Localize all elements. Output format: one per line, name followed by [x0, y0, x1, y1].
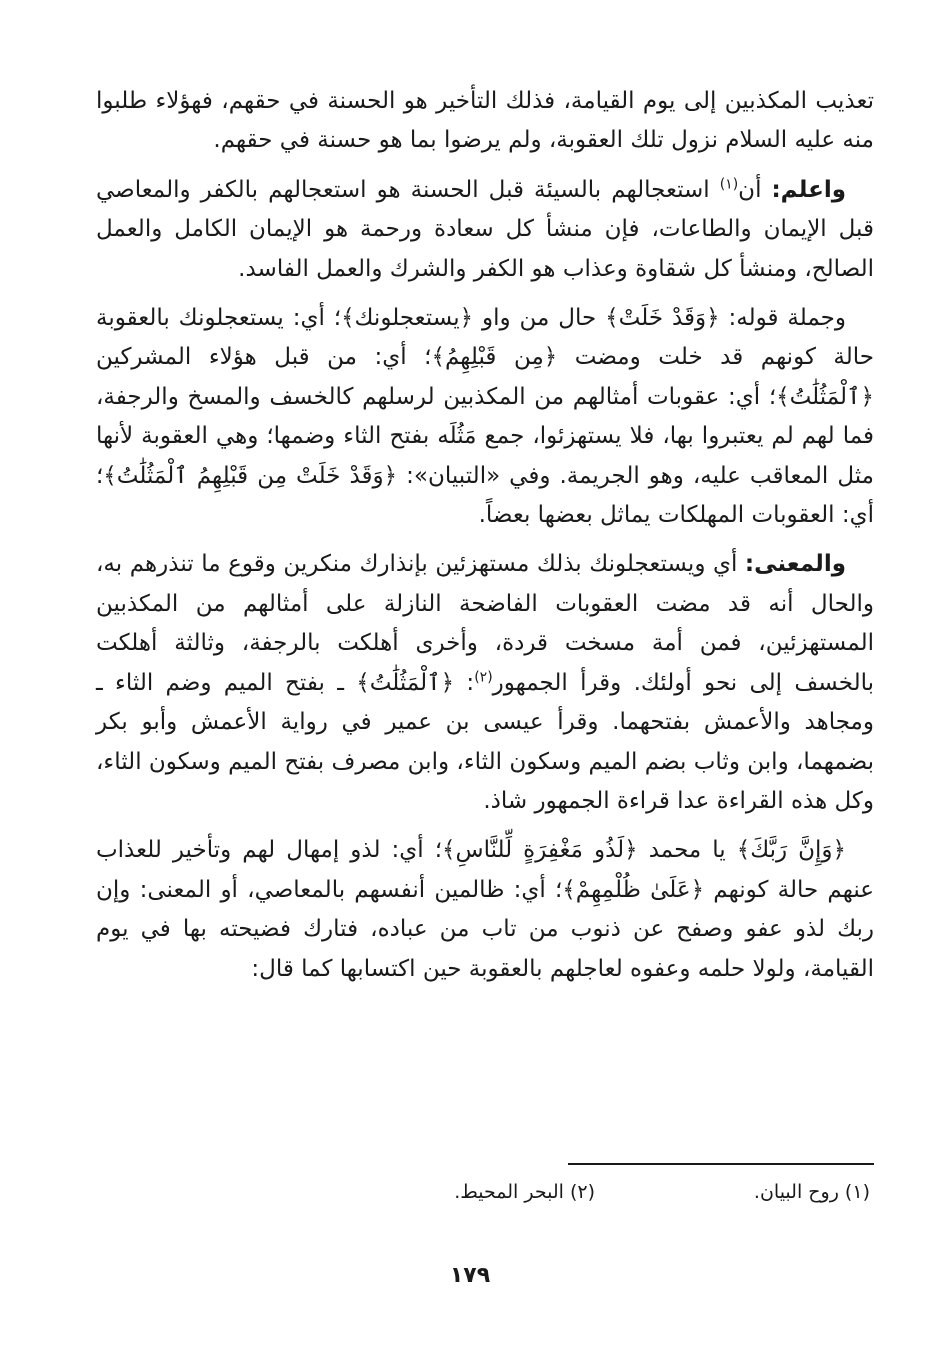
paragraph-text-start: أي ويستعجلونك بذلك مستهزئين بإنذارك منكرين وقوع ما تنذرهم به، والحال أنه قد مضت العقوبات الفاضحة النازلة على أمثالهم من المكذبين المستهزئين، فمن أمة مسخت قردة، وأخرى أهلكت بالرجفة، وثالثة أهلكت بالخسف إلى نحو أولئك. وقرأ الجمهور	[96, 551, 874, 696]
paragraph-3	[96, 299, 874, 535]
lead-word: واعلم:	[771, 176, 846, 203]
page-number: ١٧٩	[449, 1263, 491, 1288]
paragraph-4	[96, 545, 874, 821]
footnote-2: (٢) البحر المحيط.	[454, 1181, 595, 1203]
paragraph-2	[96, 171, 874, 289]
paragraph-text: ﴿وَإِنَّ رَبَّكَ﴾ يا محمد ﴿لَذُو مَغْفِرَةٍ لِّلنَّاسِ﴾؛ أي: لذو إمهال لهم وتأخير للعذاب عنهم حالة كونهم ﴿عَلَىٰ ظُلْمِهِمْ﴾؛ أي: ظالمين أنفسهم بالمعاصي، أو المعنى: وإن ربك لذو عفو وصفح عن ذنوب من تاب من عباده، فتارك فضيحته بها في يوم القيامة، ولولا حلمه وعفوه لعاجلهم بالعقوبة حين اكتسابها كما قال:	[96, 837, 874, 982]
paragraph-text: : ﴿ٱلْمَثُلَٰتُ﴾ ـ بفتح الميم وضم الثاء ـ ومجاهد والأعمش بفتحهما. وقرأ عيسى بن عمير في رواية الأعمش وأبو بكر بضمهما، وابن وثاب بضم الميم وسكون الثاء، وابن مصرف بفتح الميم وسكون الثاء، وكل هذه القراءة عدا قراءة الجمهور شاذ.	[96, 669, 874, 814]
paragraph-text: تعذيب المكذبين إلى يوم القيامة، فذلك التأخير هو الحسنة في حقهم، فهؤلاء طلبوا منه عليه السلام نزول تلك العقوبة، ولم يرضوا بما هو حسنة في حقهم.	[96, 88, 874, 154]
footnotes	[96, 1178, 870, 1206]
footnote-reference: (٢)	[474, 669, 493, 686]
paragraph-text-start: أن	[738, 176, 772, 203]
lead-word: والمعنى:	[744, 551, 846, 578]
footnote-separator	[568, 1163, 874, 1165]
paragraph-text: وجملة قوله: ﴿وَقَدْ خَلَتْ﴾ حال من واو ﴿يستعجلونك﴾؛ أي: يستعجلونك بالعقوبة حالة كونهم قد خلت ومضت ﴿مِن قَبْلِهِمُ﴾؛ أي: من قبل هؤلاء المشركين ﴿ٱلْمَثُلَٰتُ﴾؛ أي: عقوبات أمثالهم من المكذبين لرسلهم كالخسف والمسخ والرجفة، فما لهم لم يعتبروا بها، فلا يستهزئوا، جمع مَثُلَه بفتح الثاء وضمها؛ وهي العقوبة لأنها مثل المعاقب عليه، وهو الجريمة. وفي «التبيان»: ﴿وَقَدْ خَلَتْ مِن قَبْلِهِمُ ٱلْمَثُلَٰتُ﴾؛ أي: العقوبات المهلكات يماثل بعضها بعضاً.	[96, 305, 874, 529]
paragraph-1	[96, 82, 874, 161]
paragraph-text: استعجالهم بالسيئة قبل الحسنة هو استعجالهم بالكفر والمعاصي قبل الإيمان والطاعات، فإن منشأ كل سعادة ورحمة هو الإيمان الكامل والعمل الصالح، ومنشأ كل شقاوة وعذاب هو الكفر والشرك والعمل الفاسد.	[96, 176, 874, 282]
footnote-reference: (١)	[719, 176, 739, 193]
footnote-1: (١) روح البيان.	[753, 1181, 870, 1203]
page-body	[96, 82, 874, 999]
paragraph-5	[96, 831, 874, 989]
